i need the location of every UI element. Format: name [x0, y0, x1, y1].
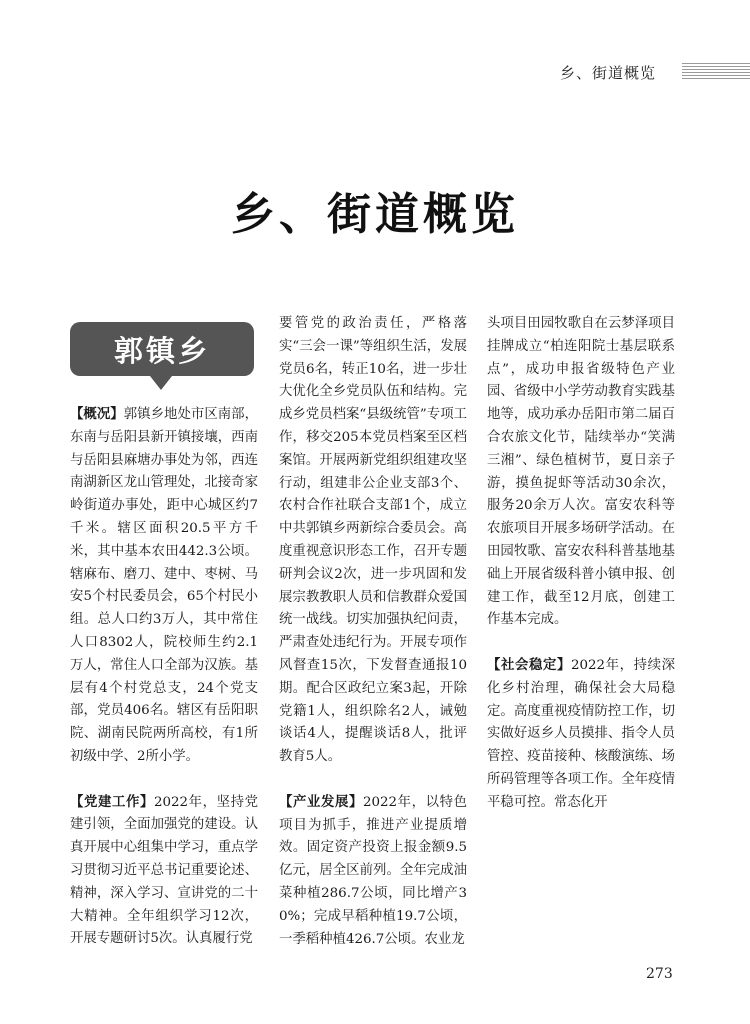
running-head: 乡、街道概览	[560, 64, 657, 82]
town-name-badge	[70, 322, 254, 376]
section-heading: 【社会稳定】	[487, 657, 571, 673]
section-heading: 【概况】	[70, 407, 124, 422]
section-body: 郭镇乡地处市区南部，东南与岳阳县新开镇接壤，西南与岳阳县麻塘办事处为邻，西连南湖新区龙山管理处，北接奇家岭街道办事处，距中心城区约7千米。辖区面积20.5平方千米，其中基本农田442.3公顷。辖麻布、磨刀、建中、枣树、马安5个村民委员会，65个村民小组。总人口约3万人，其中常住人口8302人，院校师生约2.1万人，常住人口全部为汉族。基层有4个村党总支，24个党支部，党员406名。辖区有岳阳职院、湖南民院两所高校，有1所初级中学、2所小学。	[70, 407, 259, 764]
decorative-rule-lines	[682, 63, 750, 81]
section-heading: 【产业发展】	[279, 794, 363, 810]
party-paragraph	[70, 792, 258, 952]
section-body: 2022年，以特色项目为抓手，推进产业提质增效。固定资产投资上报金额9.5亿元，居全区前列。全年完成油菜种植286.7公顷，同比增产30%；完成早稻种植19.7公顷，一季稻种植426.7公顷。农业龙	[279, 794, 468, 947]
page-number: 273	[646, 966, 673, 982]
section-body: 头项目田园牧歌自在云梦泽项目挂牌成立“柏连阳院士基层联系点”，成功申报省级特色产业园、省级中小学劳动教育实践基地等，成功承办岳阳市第二届百合农旅文化节，陆续举办“笑满三湘”、绿色植树节，夏日亲子游，摸鱼捉虾等活动30余次，服务20余万人次。富安农科等农旅项目开展多场研学活动。在田园牧歌、富安农科科普基地基础上开展省级科普小镇申报、创建工作，截至12月底，创建工作基本完成。	[487, 316, 675, 628]
industry-paragraph	[279, 792, 467, 952]
text-column-1	[70, 404, 258, 951]
overview-paragraph	[70, 404, 258, 769]
section-body: 2022年，持续深化乡村治理，确保社会大局稳定。高度重视疫情防控工作，切实做好返乡人员摸排、指令人员管控、疫苗接种、核酸演练、场所码管理等各项工作。全年疫情平稳可控。常态化开	[487, 657, 676, 810]
badge-pointer	[150, 376, 172, 390]
industry-paragraph-cont	[487, 313, 675, 632]
stability-paragraph	[487, 655, 675, 815]
chapter-title: 乡、街道概览	[231, 189, 519, 240]
section-body: 2022年，坚持党建引领，全面加强党的建设。认真开展中心组集中学习，重点学习贯彻习近平总书记重要论述、精神，深入学习、宣讲党的二十大精神。全年组织学习12次，开展专题研讨5次。认真履行党	[70, 794, 259, 947]
section-body: 要管党的政治责任，严格落实“三会一课”等组织生活，发展党员6名，转正10名，进一步壮大优化全乡党员队伍和结构。完成乡党员档案“县级统管”专项工作，移交205本党员档案至区档案馆。开展两新党组织组建攻坚行动，组建非公企业支部3个、农村合作社联合支部1个，成立中共郭镇乡两新综合委员会。高度重视意识形态工作，召开专题研判会议2次，进一步巩固和发展宗教教职人员和信教群众爱国统一战线。切实加强执纪问责，严肃查处违纪行为。开展专项作风督查15次，下发督查通报10期。配合区政纪立案3起，开除党籍1人，组织除名2人，诫勉谈话4人，提醒谈话8人，批评教育5人。	[279, 316, 467, 765]
text-column-3	[487, 313, 675, 815]
text-column-2	[279, 313, 467, 951]
section-heading: 【党建工作】	[70, 794, 154, 810]
town-name: 郭镇乡	[113, 333, 210, 368]
party-paragraph-cont	[279, 313, 467, 769]
